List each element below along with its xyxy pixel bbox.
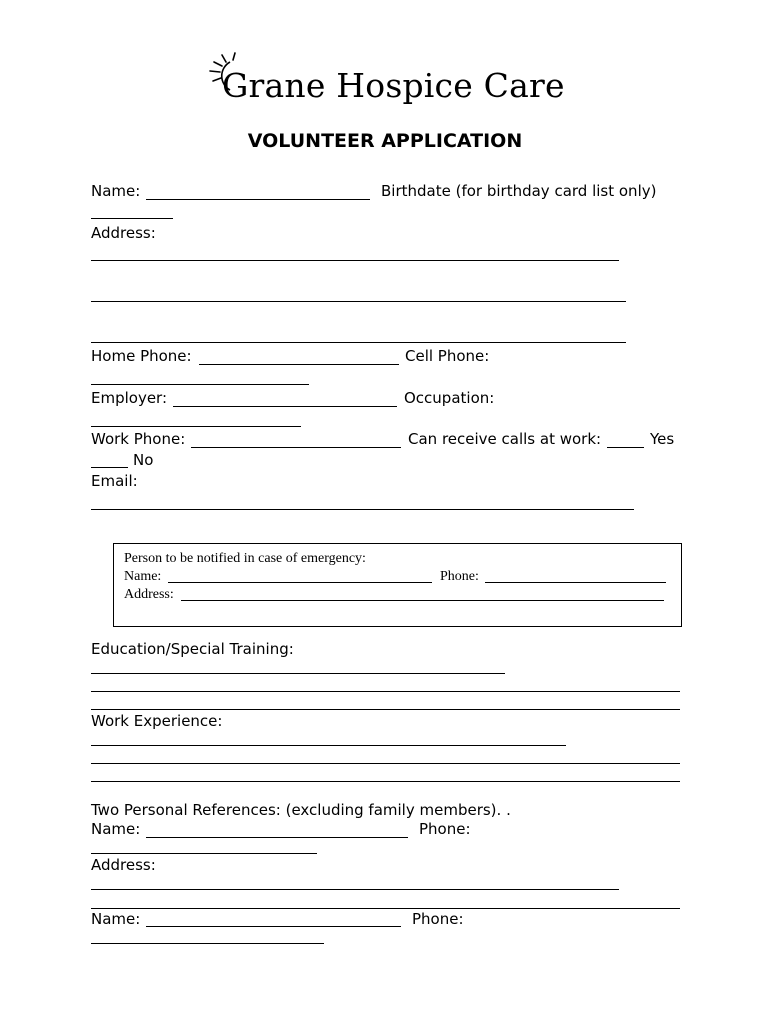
reference-2-phone-line[interactable] xyxy=(91,943,324,944)
reference-1-address-label: Address: xyxy=(91,856,156,874)
education-line-1[interactable] xyxy=(91,673,505,674)
employer-label: Employer: xyxy=(91,389,168,407)
work-experience-line-3[interactable] xyxy=(91,781,680,782)
reference-1-name-line[interactable] xyxy=(146,837,408,838)
emergency-name-line[interactable] xyxy=(168,582,432,583)
yes-label: Yes xyxy=(650,430,675,448)
reference-2-name-label: Name: xyxy=(91,910,141,928)
emergency-phone-label: Phone: xyxy=(440,569,479,584)
address-label: Address: xyxy=(91,224,156,242)
emergency-contact-box xyxy=(113,543,682,627)
address-line-1[interactable] xyxy=(91,260,619,261)
email-line[interactable] xyxy=(91,509,634,510)
calls-yes-line[interactable] xyxy=(607,447,644,448)
cell-phone-line[interactable] xyxy=(91,384,309,385)
home-phone-line[interactable] xyxy=(199,364,399,365)
emergency-address-line[interactable] xyxy=(181,600,664,601)
address-line-3[interactable] xyxy=(91,342,626,343)
occupation-line[interactable] xyxy=(91,426,301,427)
emergency-phone-line[interactable] xyxy=(485,582,666,583)
work-phone-line[interactable] xyxy=(191,447,401,448)
no-label: No xyxy=(133,451,154,469)
email-label: Email: xyxy=(91,472,138,490)
work-experience-line-1[interactable] xyxy=(91,745,566,746)
work-experience-label: Work Experience: xyxy=(91,712,223,730)
emergency-name-label: Name: xyxy=(124,569,162,584)
reference-1-phone-label: Phone: xyxy=(419,820,471,838)
education-line-3[interactable] xyxy=(91,709,680,710)
calls-at-work-label: Can receive calls at work: xyxy=(408,430,602,448)
logo-text: Grane Hospice Care xyxy=(222,66,565,105)
employer-line[interactable] xyxy=(173,406,397,407)
education-label: Education/Special Training: xyxy=(91,640,294,658)
reference-1-address-line-1[interactable] xyxy=(91,889,619,890)
page-title: VOLUNTEER APPLICATION xyxy=(247,130,523,152)
birthdate-line[interactable] xyxy=(91,218,173,219)
birthdate-label: Birthdate (for birthday card list only) xyxy=(381,182,657,200)
address-line-2[interactable] xyxy=(91,301,626,302)
references-heading: Two Personal References: (excluding family members). . xyxy=(91,801,511,819)
occupation-label: Occupation: xyxy=(404,389,495,407)
home-phone-label: Home Phone: xyxy=(91,347,192,365)
reference-1-address-line-2[interactable] xyxy=(91,908,680,909)
calls-no-line[interactable] xyxy=(91,467,128,468)
name-label: Name: xyxy=(91,182,141,200)
emergency-address-label: Address: xyxy=(124,587,174,602)
emergency-heading: Person to be notified in case of emergency: xyxy=(124,551,366,566)
reference-2-name-line[interactable] xyxy=(146,926,401,927)
reference-2-phone-label: Phone: xyxy=(412,910,464,928)
reference-1-name-label: Name: xyxy=(91,820,141,838)
work-phone-label: Work Phone: xyxy=(91,430,186,448)
cell-phone-label: Cell Phone: xyxy=(405,347,490,365)
name-line[interactable] xyxy=(146,199,370,200)
education-line-2[interactable] xyxy=(91,691,680,692)
work-experience-line-2[interactable] xyxy=(91,763,680,764)
reference-1-phone-line[interactable] xyxy=(91,853,317,854)
